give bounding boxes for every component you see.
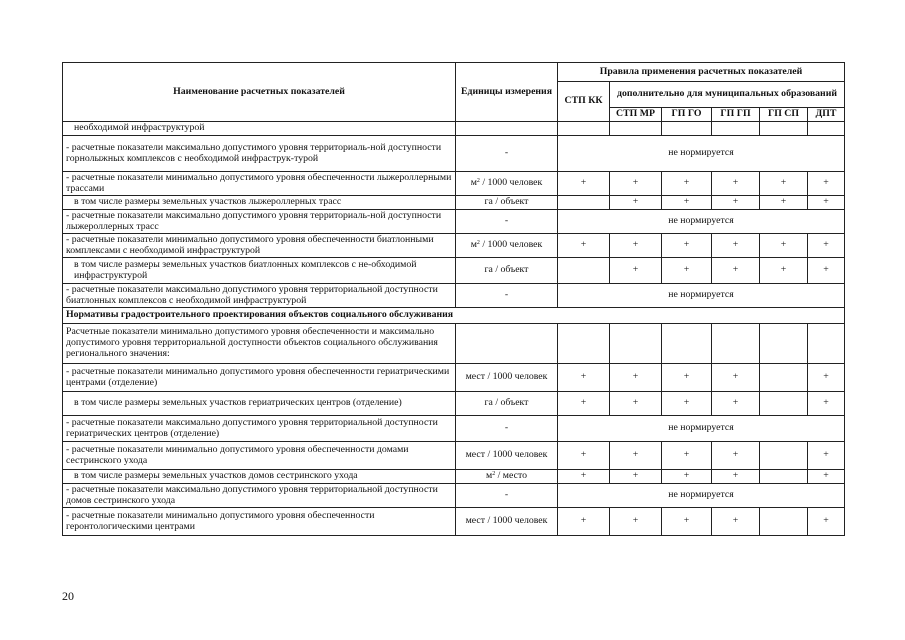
mark-cell: + xyxy=(712,442,760,470)
table-row xyxy=(63,442,845,470)
indicator-name: Расчетные показатели минимально допустимого уровня обеспеченности и максимально допустимого уровня территориальной доступности объектов социального обслуживания регионального значения: xyxy=(63,324,456,364)
mark-cell: + xyxy=(558,364,610,392)
units-cell: мест / 1000 человек xyxy=(456,508,558,536)
mark-cell: + xyxy=(610,172,662,196)
mark-cell xyxy=(760,364,808,392)
indicator-name: в том числе размеры земельных участков гериатрических центров (отделение) xyxy=(63,392,456,416)
table-row xyxy=(63,258,845,284)
unit-superscript: 2 xyxy=(476,240,480,247)
mark-cell: + xyxy=(808,258,845,284)
table-row xyxy=(63,196,845,210)
mark-cell: + xyxy=(610,392,662,416)
mark-cell xyxy=(558,324,610,364)
header-gp-sp: ГП СП xyxy=(760,108,808,122)
not-normalized-note: не нормируется xyxy=(558,416,845,442)
units-cell: га / объект xyxy=(456,196,558,210)
mark-cell: + xyxy=(760,172,808,196)
not-normalized-note: не нормируется xyxy=(558,284,845,308)
mark-cell xyxy=(610,122,662,136)
mark-cell: + xyxy=(662,234,712,258)
mark-cell: + xyxy=(712,470,760,484)
unit-rest: / 1000 человек xyxy=(479,177,543,189)
mark-cell: + xyxy=(808,234,845,258)
table-row xyxy=(63,364,845,392)
table-row xyxy=(63,324,845,364)
mark-cell: + xyxy=(662,258,712,284)
indicator-name: - расчетные показатели максимально допустимого уровня территориальной доступности биатлонных комплексов с необходимой инфраструктурой xyxy=(63,284,456,308)
mark-cell: + xyxy=(712,508,760,536)
mark-cell: + xyxy=(558,234,610,258)
units-cell: га / объект xyxy=(456,258,558,284)
mark-cell: + xyxy=(808,364,845,392)
header-rules: Правила применения расчетных показателей xyxy=(558,63,845,82)
mark-cell: + xyxy=(662,392,712,416)
indicator-name: - расчетные показатели минимально допустимого уровня обеспеченности лыжероллерными трассами xyxy=(63,172,456,196)
mark-cell: + xyxy=(610,234,662,258)
indicator-name: необходимой инфраструктурой xyxy=(63,122,456,136)
units-cell xyxy=(456,172,558,196)
header-name: Наименование расчетных показателей xyxy=(63,63,456,122)
mark-cell: + xyxy=(558,442,610,470)
indicator-name: - расчетные показатели максимально допустимого уровня территориаль-ной доступности горнолыжных комплексов с необходимой инфраструк-турой xyxy=(63,136,456,172)
table-row xyxy=(63,392,845,416)
table-row xyxy=(63,234,845,258)
mark-cell: + xyxy=(662,364,712,392)
indicator-name: - расчетные показатели минимально допустимого уровня обеспеченности домами сестринского ухода xyxy=(63,442,456,470)
mark-cell: + xyxy=(712,234,760,258)
mark-cell xyxy=(760,324,808,364)
mark-cell: + xyxy=(610,470,662,484)
header-stp-kk: СТП КК xyxy=(558,82,610,122)
indicator-name: - расчетные показатели максимально допустимого уровня территориальной доступности домов сестринского ухода xyxy=(63,484,456,508)
mark-cell: + xyxy=(558,508,610,536)
header-gp-go: ГП ГО xyxy=(662,108,712,122)
mark-cell: + xyxy=(662,470,712,484)
indicator-name: - расчетные показатели минимально допустимого уровня обеспеченности геронтологическими центрами xyxy=(63,508,456,536)
mark-cell: + xyxy=(760,196,808,210)
table-row xyxy=(63,172,845,196)
mark-cell xyxy=(662,122,712,136)
indicator-name: в том числе размеры земельных участков биатлонных комплексов с не-обходимой инфраструктурой xyxy=(63,258,456,284)
table-body xyxy=(63,122,845,536)
page-number: 20 xyxy=(62,589,74,603)
units-cell: мест / 1000 человек xyxy=(456,364,558,392)
table-row xyxy=(63,484,845,508)
mark-cell: + xyxy=(712,196,760,210)
mark-cell: + xyxy=(610,258,662,284)
mark-cell: + xyxy=(610,364,662,392)
unit-superscript: 2 xyxy=(476,178,480,185)
units-cell: - xyxy=(456,416,558,442)
mark-cell xyxy=(558,196,610,210)
mark-cell xyxy=(558,258,610,284)
mark-cell: + xyxy=(760,258,808,284)
mark-cell xyxy=(610,324,662,364)
mark-cell xyxy=(760,508,808,536)
mark-cell: + xyxy=(808,392,845,416)
table-row xyxy=(63,284,845,308)
mark-cell xyxy=(712,324,760,364)
units-cell: - xyxy=(456,284,558,308)
mark-cell: + xyxy=(662,172,712,196)
table-row xyxy=(63,122,845,136)
indicator-name: в том числе размеры земельных участков домов сестринского ухода xyxy=(63,470,456,484)
mark-cell: + xyxy=(558,470,610,484)
header-dpt: ДПТ xyxy=(808,108,845,122)
table-row xyxy=(63,508,845,536)
mark-cell: + xyxy=(558,392,610,416)
unit-superscript: 2 xyxy=(492,471,496,478)
unit-base: м xyxy=(470,239,477,251)
unit-base: м xyxy=(470,177,477,189)
mark-cell xyxy=(662,324,712,364)
unit-rest: / место xyxy=(495,470,527,482)
units-cell xyxy=(456,122,558,136)
mark-cell: + xyxy=(662,196,712,210)
units-cell: - xyxy=(456,210,558,234)
unit-rest: / 1000 человек xyxy=(479,239,543,251)
header-units: Единицы измерения xyxy=(456,63,558,122)
not-normalized-note: не нормируется xyxy=(558,210,845,234)
units-cell: га / объект xyxy=(456,392,558,416)
header-stp-mr: СТП МР xyxy=(610,108,662,122)
mark-cell xyxy=(808,324,845,364)
units-cell: мест / 1000 человек xyxy=(456,442,558,470)
header-additional: дополнительно для муниципальных образований xyxy=(610,82,845,108)
mark-cell: + xyxy=(610,442,662,470)
mark-cell xyxy=(760,442,808,470)
indicator-name: - расчетные показатели минимально допустимого уровня обеспеченности биатлонными комплексами с необходимой инфраструктурой xyxy=(63,234,456,258)
mark-cell xyxy=(760,122,808,136)
table-row xyxy=(63,210,845,234)
mark-cell: + xyxy=(760,234,808,258)
mark-cell: + xyxy=(712,392,760,416)
mark-cell: + xyxy=(610,508,662,536)
section-title: Нормативы градостроительного проектирования объектов социального обслуживания xyxy=(63,308,845,324)
units-cell xyxy=(456,234,558,258)
unit-base: м xyxy=(485,470,493,482)
mark-cell xyxy=(760,470,808,484)
mark-cell: + xyxy=(662,508,712,536)
document-page xyxy=(62,62,844,536)
units-cell: - xyxy=(456,136,558,172)
not-normalized-note: не нормируется xyxy=(558,484,845,508)
mark-cell xyxy=(808,122,845,136)
mark-cell: + xyxy=(808,508,845,536)
norms-table xyxy=(62,62,845,536)
mark-cell: + xyxy=(712,172,760,196)
mark-cell: + xyxy=(808,172,845,196)
mark-cell xyxy=(760,392,808,416)
mark-cell: + xyxy=(808,470,845,484)
units-cell: - xyxy=(456,484,558,508)
mark-cell: + xyxy=(558,172,610,196)
indicator-name: - расчетные показатели минимально допустимого уровня обеспеченности гериатрическими центрами (отделение) xyxy=(63,364,456,392)
mark-cell: + xyxy=(712,364,760,392)
mark-cell: + xyxy=(808,196,845,210)
table-row xyxy=(63,470,845,484)
indicator-name: в том числе размеры земельных участков лыжероллерных трасс xyxy=(63,196,456,210)
mark-cell: + xyxy=(610,196,662,210)
not-normalized-note: не нормируется xyxy=(558,136,845,172)
mark-cell: + xyxy=(712,258,760,284)
mark-cell: + xyxy=(808,442,845,470)
table-row xyxy=(63,136,845,172)
units-cell xyxy=(456,470,558,484)
indicator-name: - расчетные показатели максимально допустимого уровня территориаль-ной доступности лыжероллерных трасс xyxy=(63,210,456,234)
mark-cell xyxy=(712,122,760,136)
section-row xyxy=(63,308,845,324)
mark-cell xyxy=(558,122,610,136)
units-cell xyxy=(456,324,558,364)
header-gp-gp: ГП ГП xyxy=(712,108,760,122)
mark-cell: + xyxy=(662,442,712,470)
table-row xyxy=(63,416,845,442)
indicator-name: - расчетные показатели максимально допустимого уровня территориальной доступности гериатрических центров (отделение) xyxy=(63,416,456,442)
